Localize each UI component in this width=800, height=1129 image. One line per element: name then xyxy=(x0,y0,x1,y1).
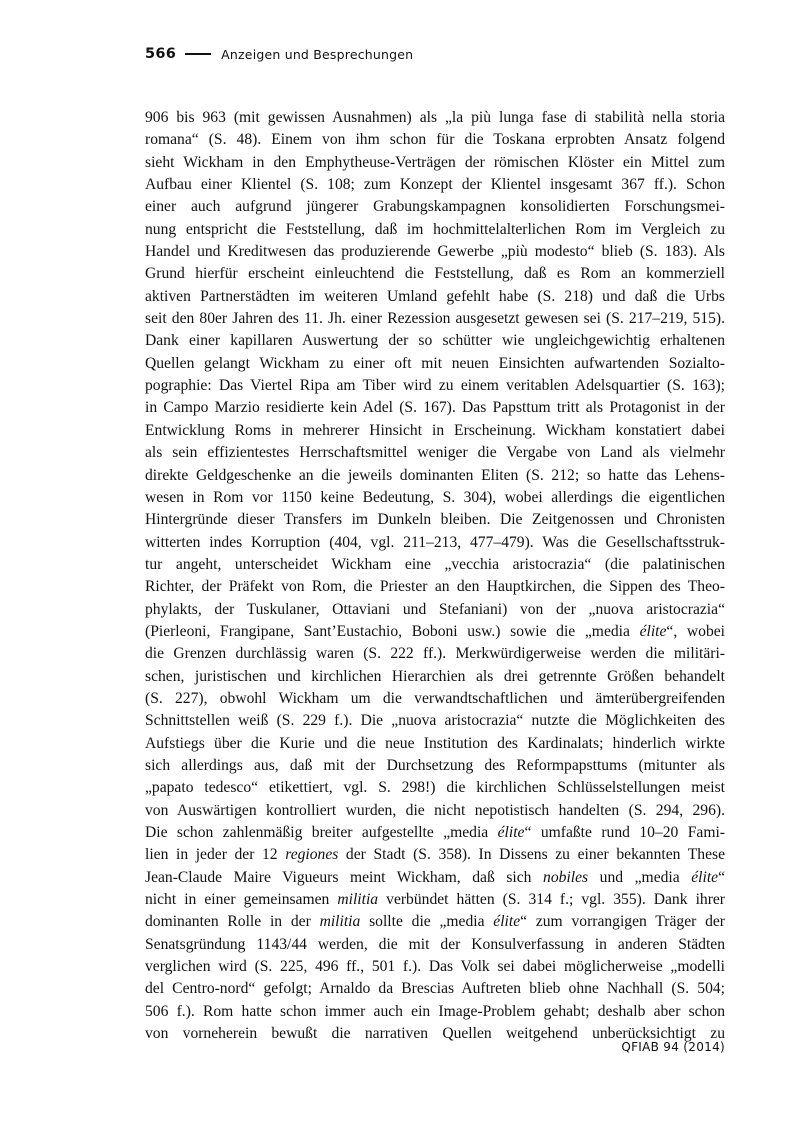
text-segment: Die schon zahlenmäßig breiter aufgestellte „media xyxy=(145,824,498,841)
text-segment: “, wobei xyxy=(666,622,726,640)
text-line xyxy=(145,844,725,866)
text-line xyxy=(145,934,725,956)
text-segment: Schnittstellen weiß (S. 229 f.). Die „nuova aristocrazia“ nutzte die Möglichkeiten des xyxy=(145,712,725,730)
text-segment: phylakts, der Tuskulaner, Ottaviani und Stefaniani) von der „nuova aristocrazia“ xyxy=(145,600,725,618)
text-line xyxy=(145,129,725,151)
text-segment: einer auch aufgrund jüngerer Grabungskampagnen konsolidierten Forschungsmei- xyxy=(145,198,725,216)
text-line xyxy=(145,867,725,889)
text-line xyxy=(145,733,725,755)
text-segment: Aufbau einer Klientel (S. 108; zum Konzept der Klientel insgesamt 367 ff.). Schon xyxy=(145,176,725,194)
text-segment: die Grenzen durchlässig waren (S. 222 ff.). Merkwürdigerweise werden die militäri- xyxy=(145,645,725,663)
text-line xyxy=(145,956,725,978)
italic-term: élite xyxy=(691,868,719,886)
text-segment: pographie: Das Viertel Ripa am Tiber wird zu einem veritablen Adelsquartier (S. 163); xyxy=(145,377,725,395)
text-segment: „papato tedesco“ etikettiert, vgl. S. 298!) die kirchlichen Schlüsselstellungen meist xyxy=(145,779,725,797)
text-segment: 906 bis 963 (mit gewissen Ausnahmen) als „la più lunga fase di stabilità nella storia xyxy=(145,109,725,126)
text-line xyxy=(145,621,725,643)
text-segment: in Campo Marzio residierte kein Adel (S. 167). Das Papsttum tritt als Protagonist in der xyxy=(145,399,725,417)
text-line xyxy=(145,554,725,576)
page-number: 566 xyxy=(145,46,177,62)
text-line xyxy=(145,241,725,263)
text-segment: Senatsgründung 1143/44 werden, die mit der Konsulverfassung in anderen Städten xyxy=(145,935,725,953)
text-segment: del Centro-nord“ gefolgt; Arnaldo da Brescias Auftreten blieb ohne Nachhall (S. 504; xyxy=(145,980,725,998)
text-line xyxy=(145,800,725,822)
text-line xyxy=(145,1001,725,1023)
text-line xyxy=(145,710,725,732)
text-segment: sollte die „media xyxy=(360,913,494,931)
text-segment: Richter, der Präfekt von Rom, die Priester an den Hauptkirchen, die Sippen des Theo- xyxy=(145,578,725,596)
text-segment: Quellen gelangt Wickham zu einer oft mit neuen Einsichten aufwartenden Sozialto- xyxy=(145,354,725,372)
text-segment: “ zum vorrangigen Träger der xyxy=(520,913,726,931)
text-line xyxy=(145,152,725,174)
italic-term: élite xyxy=(493,913,521,931)
text-segment: direkte Geldgeschenke an die jeweils dominanten Eliten (S. 212; so hatte das Lehens- xyxy=(145,466,725,484)
text-line xyxy=(145,889,725,911)
text-line xyxy=(145,666,725,688)
text-segment: nicht in einer gemeinsamen xyxy=(145,891,338,909)
text-segment: (S. 227), obwohl Wickham um die verwandtschaftlichen und ämterübergreifenden xyxy=(145,689,725,707)
text-line xyxy=(145,196,725,218)
text-line xyxy=(145,286,725,308)
text-line xyxy=(145,465,725,487)
italic-term: nobiles xyxy=(543,868,589,886)
italic-term: regiones xyxy=(285,846,339,864)
text-line xyxy=(145,576,725,598)
italic-term: élite xyxy=(639,622,667,640)
text-line xyxy=(145,643,725,665)
header-rule xyxy=(185,53,211,55)
text-line xyxy=(145,330,725,352)
journal-footer: QFIAB 94 (2014) xyxy=(621,1040,725,1054)
text-line xyxy=(145,174,725,196)
text-line xyxy=(145,219,725,241)
text-segment: von Auswärtigen kontrolliert wurden, die nicht nepotistisch handelten (S. 294, 296). xyxy=(145,801,725,819)
italic-term: militia xyxy=(337,891,379,909)
text-line xyxy=(145,688,725,710)
text-line xyxy=(145,777,725,799)
italic-term: élite xyxy=(497,824,525,841)
text-segment: verbündet hätten (S. 314 f.; vgl. 355). Dank ihrer xyxy=(378,891,726,909)
text-segment: “ umfaßte rund 10–20 Fami- xyxy=(524,824,725,841)
text-line xyxy=(145,509,725,531)
text-segment: Grund hierfür erscheint einleuchtend die Feststellung, daß es Rom an kommerziell xyxy=(145,265,725,283)
text-segment: lien in jeder der 12 xyxy=(145,846,286,864)
text-segment: 506 f.). Rom hatte schon immer auch ein Image-Problem gehabt; deshalb aber schon xyxy=(145,1002,725,1020)
text-line xyxy=(145,487,725,509)
text-segment: sieht Wickham in den Emphytheuse-Verträgen der römischen Klöster ein Mittel zum xyxy=(145,153,725,171)
text-segment: nung entspricht die Feststellung, daß im hochmittelalterlichen Rom im Vergleich zu xyxy=(145,220,725,238)
running-header xyxy=(145,44,725,64)
text-segment: wesen in Rom vor 1150 keine Bedeutung, S. 304), wobei allerdings die eigentlichen xyxy=(145,488,725,506)
text-line xyxy=(145,755,725,777)
text-segment: seit den 80er Jahren des 11. Jh. einer Rezession ausgesetzt gewesen sei (S. 217–219, 515). xyxy=(145,310,725,328)
text-segment: Aufstiegs über die Kurie und die neue Institution des Kardinalats; hinderlich wirkte xyxy=(145,734,725,752)
text-line xyxy=(145,532,725,554)
text-segment: romana“ (S. 48). Einem von ihm schon für die Toskana erprobten Ansatz folgend xyxy=(145,131,725,149)
text-segment: verglichen wird (S. 225, 496 ff., 501 f.). Das Volk sei dabei möglicherweise „modelli xyxy=(145,958,725,976)
text-segment: Jean-Claude Maire Vigueurs meint Wickham, daß sich xyxy=(145,868,544,886)
text-segment: “ xyxy=(718,868,726,886)
text-segment: von vorneherein bewußt die narrativen Quellen weitgehend unberücksichtigt zu xyxy=(145,1025,725,1043)
text-line xyxy=(145,978,725,1000)
text-segment: Dank einer kapillaren Auswertung der so schütter wie ungleichgewichtig erhaltenen xyxy=(145,332,725,350)
text-line xyxy=(145,308,725,330)
text-segment: aktiven Partnerstädten im weiteren Umland gefehlt habe (S. 218) und daß die Urbs xyxy=(145,287,725,305)
text-segment: Hintergründe dieser Transfers im Dunkeln bleiben. Die Zeitgenossen und Chronisten xyxy=(145,511,725,529)
text-line xyxy=(145,107,725,129)
text-segment: als sein effizientestes Herrschaftsmittel weniger die Vergabe von Land als vielmehr xyxy=(145,444,725,462)
text-line xyxy=(145,353,725,375)
text-segment: tur angeht, unterscheidet Wickham eine „vecchia aristocrazia“ (die palatinischen xyxy=(145,555,725,573)
text-line xyxy=(145,397,725,419)
text-line xyxy=(145,911,725,933)
text-segment: schen, juristischen und kirchlichen Hierarchien als drei getrennte Größen behandelt xyxy=(145,667,725,685)
text-segment: der Stadt (S. 358). In Dissens zu einer bekannten These xyxy=(338,846,725,864)
text-line xyxy=(145,263,725,285)
text-segment: Entwicklung Roms in mehrerer Hinsicht in Erscheinung. Wickham konstatiert dabei xyxy=(145,421,725,439)
text-segment: (Pierleoni, Frangipane, Sant’Eustachio, Boboni usw.) sowie die „media xyxy=(145,622,640,640)
italic-term: militia xyxy=(319,913,361,931)
text-segment: dominanten Rolle in der xyxy=(145,913,320,931)
text-line xyxy=(145,822,725,844)
text-segment: Handel und Kreditwesen das produzierende Gewerbe „più modesto“ blieb (S. 183). Als xyxy=(145,243,725,261)
text-line xyxy=(145,442,725,464)
running-title: Anzeigen und Besprechungen xyxy=(221,46,414,62)
text-segment: und „media xyxy=(588,868,692,886)
text-line xyxy=(145,420,725,442)
text-segment: witterten indes Korruption (404, vgl. 211–213, 477–479). Was die Gesellschaftsstruk- xyxy=(145,533,725,551)
text-segment: sich allerdings aus, daß mit der Durchsetzung des Reformpapsttums (mitunter als xyxy=(145,756,725,774)
body-text xyxy=(145,107,725,1045)
text-line xyxy=(145,599,725,621)
text-line xyxy=(145,375,725,397)
